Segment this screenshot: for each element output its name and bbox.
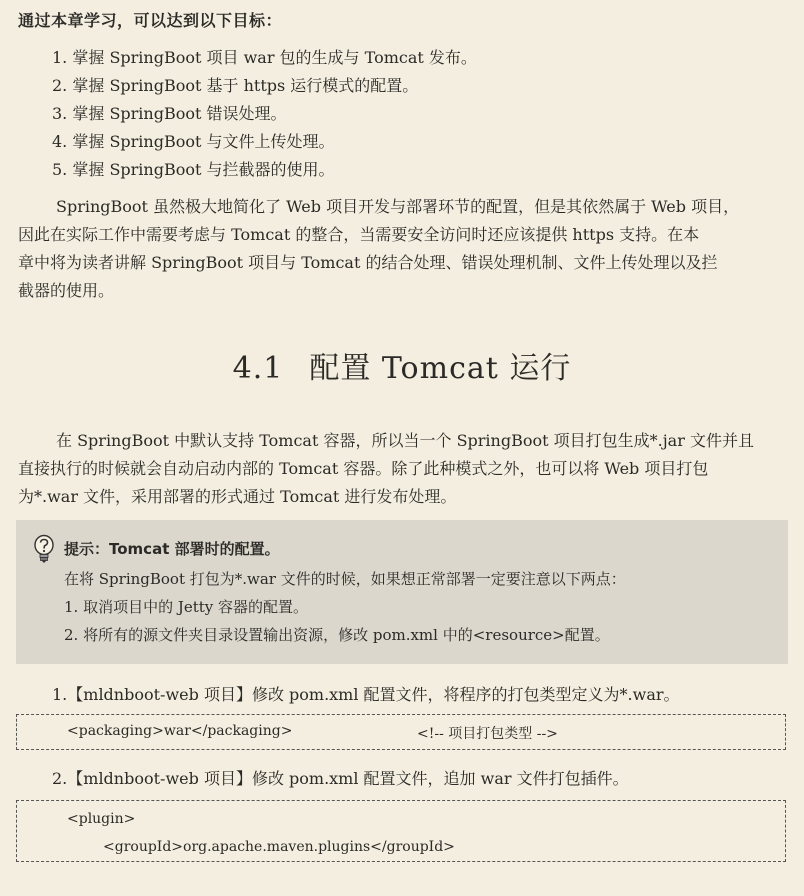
code-block	[16, 714, 786, 750]
tip-title: 提示：Tomcat 部署时的配置。	[64, 540, 280, 558]
goal-list	[52, 44, 477, 184]
goal-item: 2. 掌握 SpringBoot 基于 https 运行模式的配置。	[52, 76, 419, 95]
lightbulb-question-icon	[30, 534, 58, 564]
tip-box	[16, 520, 788, 664]
code-line: <plugin>	[67, 811, 136, 827]
paragraph-line: 直接执行的时候就会自动启动内部的 Tomcat 容器。除了此种模式之外，也可以将 Web 项目打包	[18, 459, 709, 478]
goal-item: 1. 掌握 SpringBoot 项目 war 包的生成与 Tomcat 发布。	[52, 48, 477, 67]
intro-heading: 通过本章学习，可以达到以下目标：	[18, 11, 283, 30]
intro-paragraph	[18, 193, 788, 305]
tip-line: 在将 SpringBoot 打包为*.war 文件的时候，如果想正常部署一定要注意以下两点：	[64, 570, 626, 588]
section-paragraph	[18, 427, 788, 511]
paragraph-line: 为*.war 文件，采用部署的形式通过 Tomcat 进行发布处理。	[18, 487, 457, 506]
paragraph-line: 在 SpringBoot 中默认支持 Tomcat 容器，所以当一个 SpringBoot 项目打包生成*.jar 文件并且	[56, 431, 754, 450]
step-label: 2.【mldnboot-web 项目】修改 pom.xml 配置文件，追加 war 文件打包插件。	[52, 769, 629, 788]
goal-item: 3. 掌握 SpringBoot 错误处理。	[52, 104, 287, 123]
section-heading	[0, 343, 804, 387]
paragraph-line: 截器的使用。	[18, 281, 115, 300]
paragraph-line: 因此在实际工作中需要考虑与 Tomcat 的整合，当需要安全访问时还应该提供 https 支持。在本	[18, 225, 700, 244]
code-comment: <!-- 项目打包类型 -->	[417, 726, 558, 742]
code-line: <groupId>org.apache.maven.plugins</groupId>	[103, 839, 455, 855]
section-title: 配置 Tomcat 运行	[309, 351, 572, 386]
step-label: 1.【mldnboot-web 项目】修改 pom.xml 配置文件，将程序的打包类型定义为*.war。	[52, 685, 680, 704]
paragraph-line: 章中将为读者讲解 SpringBoot 项目与 Tomcat 的结合处理、错误处理机制、文件上传处理以及拦	[18, 253, 718, 272]
goal-item: 5. 掌握 SpringBoot 与拦截器的使用。	[52, 160, 335, 179]
tip-line: 2. 将所有的源文件夹目录设置输出资源，修改 pom.xml 中的<resource>配置。	[64, 626, 610, 644]
code-block	[16, 800, 786, 862]
tip-line: 1. 取消项目中的 Jetty 容器的配置。	[64, 598, 309, 616]
section-number: 4.1	[232, 351, 284, 386]
goal-item: 4. 掌握 SpringBoot 与文件上传处理。	[52, 132, 335, 151]
code-line: <packaging>war</packaging>	[67, 723, 293, 739]
paragraph-line: SpringBoot 虽然极大地简化了 Web 项目开发与部署环节的配置，但是其依然属于 Web 项目，	[56, 197, 740, 216]
